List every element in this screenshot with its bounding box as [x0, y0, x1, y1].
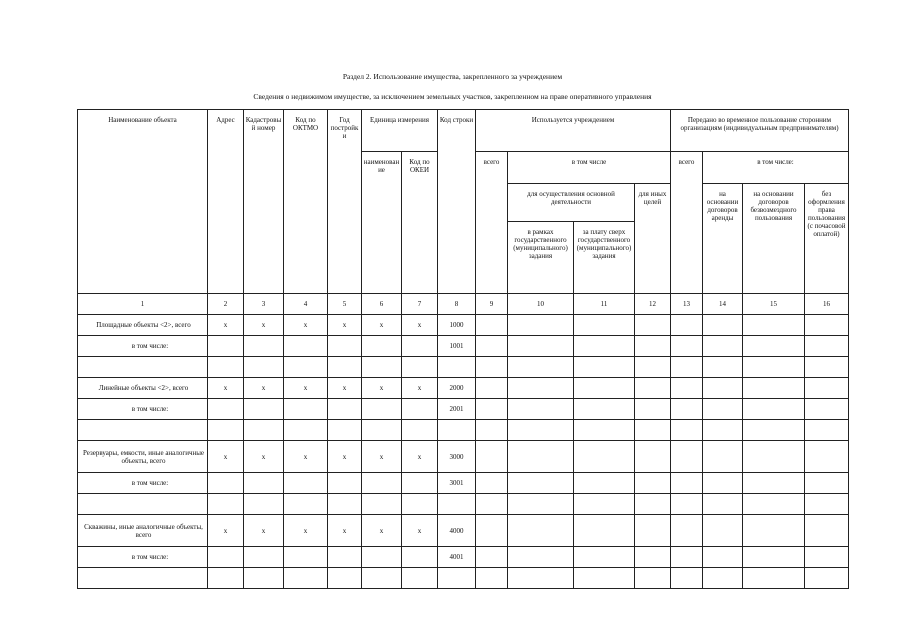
- placeholder-cell: x: [284, 315, 328, 336]
- value-cell[interactable]: [743, 315, 805, 336]
- value-cell[interactable]: [476, 420, 508, 441]
- value-cell[interactable]: [805, 399, 849, 420]
- value-cell[interactable]: [508, 568, 574, 589]
- placeholder-cell: x: [244, 515, 284, 547]
- value-cell[interactable]: [635, 378, 671, 399]
- value-cell[interactable]: [805, 515, 849, 547]
- placeholder-cell: [208, 357, 244, 378]
- placeholder-cell: [328, 568, 362, 589]
- value-cell[interactable]: [805, 441, 849, 473]
- value-cell[interactable]: [671, 336, 703, 357]
- value-cell[interactable]: [743, 494, 805, 515]
- value-cell[interactable]: [805, 473, 849, 494]
- value-cell[interactable]: [476, 378, 508, 399]
- placeholder-cell: [284, 547, 328, 568]
- table-row: [78, 420, 849, 441]
- value-cell[interactable]: [508, 420, 574, 441]
- placeholder-cell: x: [244, 315, 284, 336]
- value-cell[interactable]: [574, 547, 635, 568]
- placeholder-cell: x: [208, 441, 244, 473]
- value-cell[interactable]: [635, 547, 671, 568]
- value-cell[interactable]: [476, 473, 508, 494]
- table-row: [78, 515, 849, 547]
- placeholder-cell: [208, 568, 244, 589]
- header-used-incl: в том числе: [508, 152, 671, 184]
- placeholder-cell: x: [362, 515, 402, 547]
- placeholder-cell: [244, 547, 284, 568]
- value-cell[interactable]: [476, 357, 508, 378]
- table-row: [78, 494, 849, 515]
- value-cell[interactable]: [805, 357, 849, 378]
- placeholder-cell: x: [208, 315, 244, 336]
- value-cell[interactable]: [671, 399, 703, 420]
- placeholder-cell: x: [244, 441, 284, 473]
- value-cell[interactable]: [805, 547, 849, 568]
- value-cell[interactable]: [476, 547, 508, 568]
- value-cell[interactable]: [574, 473, 635, 494]
- placeholder-cell: [208, 473, 244, 494]
- placeholder-cell: [402, 336, 438, 357]
- column-number: 3: [244, 294, 284, 315]
- value-cell[interactable]: [805, 420, 849, 441]
- header-name: Наименование объекта: [78, 110, 208, 294]
- header-okei: Код по ОКЕИ: [402, 152, 438, 294]
- header-address: Адрес: [208, 110, 244, 294]
- value-cell[interactable]: [805, 378, 849, 399]
- value-cell[interactable]: [743, 378, 805, 399]
- header-oktmo: Код по ОКТМО: [284, 110, 328, 294]
- placeholder-cell: [362, 473, 402, 494]
- value-cell[interactable]: [635, 568, 671, 589]
- value-cell[interactable]: [703, 420, 743, 441]
- placeholder-cell: x: [362, 441, 402, 473]
- value-cell[interactable]: [671, 515, 703, 547]
- placeholder-cell: [284, 473, 328, 494]
- value-cell[interactable]: [476, 336, 508, 357]
- column-number: 16: [805, 294, 849, 315]
- header-paid-over: за плату сверх государственного (муниципального) задания: [574, 222, 635, 294]
- placeholder-cell: x: [362, 315, 402, 336]
- placeholder-cell: x: [208, 515, 244, 547]
- value-cell[interactable]: [703, 399, 743, 420]
- placeholder-cell: [402, 568, 438, 589]
- value-cell[interactable]: [743, 568, 805, 589]
- object-name: в том числе:: [78, 336, 208, 357]
- placeholder-cell: [402, 494, 438, 515]
- value-cell[interactable]: [574, 515, 635, 547]
- value-cell[interactable]: [703, 315, 743, 336]
- value-cell[interactable]: [476, 441, 508, 473]
- table-row: [78, 378, 849, 399]
- value-cell[interactable]: [508, 336, 574, 357]
- column-number-row: [78, 294, 849, 315]
- value-cell[interactable]: [743, 420, 805, 441]
- placeholder-cell: [284, 336, 328, 357]
- value-cell[interactable]: [508, 515, 574, 547]
- placeholder-cell: x: [402, 515, 438, 547]
- value-cell[interactable]: [703, 473, 743, 494]
- header-tr-incl: в том числе:: [703, 152, 849, 184]
- placeholder-cell: x: [402, 441, 438, 473]
- object-name: Скважины, иные аналогичные объекты, всего: [78, 515, 208, 547]
- value-cell[interactable]: [671, 568, 703, 589]
- placeholder-cell: [402, 420, 438, 441]
- value-cell[interactable]: [743, 357, 805, 378]
- header-transferred: Передано во временное пользование сторонним организациям (индивидуальным предпринимателям): [671, 110, 849, 152]
- value-cell[interactable]: [743, 473, 805, 494]
- header-unit: Единица измерения: [362, 110, 438, 152]
- placeholder-cell: x: [402, 378, 438, 399]
- column-number: 1: [78, 294, 208, 315]
- placeholder-cell: [402, 357, 438, 378]
- header-line-code: Код строки: [438, 110, 476, 294]
- header-main-activity: для осуществления основной деятельности: [508, 184, 635, 222]
- placeholder-cell: x: [284, 378, 328, 399]
- placeholder-cell: x: [284, 515, 328, 547]
- object-name: [78, 357, 208, 378]
- line-code: [438, 568, 476, 589]
- value-cell[interactable]: [635, 336, 671, 357]
- placeholder-cell: [244, 420, 284, 441]
- header-year: Год постройки: [328, 110, 362, 294]
- value-cell[interactable]: [635, 473, 671, 494]
- placeholder-cell: [284, 357, 328, 378]
- placeholder-cell: [284, 399, 328, 420]
- placeholder-cell: [208, 420, 244, 441]
- value-cell[interactable]: [671, 473, 703, 494]
- table-row: [78, 441, 849, 473]
- value-cell[interactable]: [635, 494, 671, 515]
- header-free-use: на основании договоров безвозмездного пользования: [743, 184, 805, 294]
- value-cell[interactable]: [508, 441, 574, 473]
- table-row: [78, 357, 849, 378]
- placeholder-cell: [328, 399, 362, 420]
- column-number: 5: [328, 294, 362, 315]
- placeholder-cell: [244, 473, 284, 494]
- placeholder-cell: [208, 494, 244, 515]
- placeholder-cell: [244, 357, 284, 378]
- value-cell[interactable]: [476, 515, 508, 547]
- column-number: 15: [743, 294, 805, 315]
- line-code: [438, 357, 476, 378]
- value-cell[interactable]: [574, 315, 635, 336]
- line-code: 3000: [438, 441, 476, 473]
- value-cell[interactable]: [703, 568, 743, 589]
- value-cell[interactable]: [574, 336, 635, 357]
- table-row: [78, 473, 849, 494]
- value-cell[interactable]: [671, 378, 703, 399]
- value-cell[interactable]: [574, 399, 635, 420]
- placeholder-cell: [362, 420, 402, 441]
- placeholder-cell: x: [328, 441, 362, 473]
- line-code: 1001: [438, 336, 476, 357]
- value-cell[interactable]: [743, 547, 805, 568]
- value-cell[interactable]: [703, 547, 743, 568]
- header-unit-name: наименование: [362, 152, 402, 294]
- value-cell[interactable]: [671, 315, 703, 336]
- placeholder-cell: [362, 336, 402, 357]
- value-cell[interactable]: [671, 420, 703, 441]
- placeholder-cell: [362, 568, 402, 589]
- value-cell[interactable]: [476, 315, 508, 336]
- column-number: 4: [284, 294, 328, 315]
- value-cell[interactable]: [805, 315, 849, 336]
- value-cell[interactable]: [476, 494, 508, 515]
- placeholder-cell: x: [328, 378, 362, 399]
- placeholder-cell: [362, 494, 402, 515]
- value-cell[interactable]: [574, 378, 635, 399]
- placeholder-cell: [284, 568, 328, 589]
- placeholder-cell: [244, 336, 284, 357]
- value-cell[interactable]: [508, 547, 574, 568]
- object-name: в том числе:: [78, 473, 208, 494]
- column-number: 9: [476, 294, 508, 315]
- value-cell[interactable]: [671, 547, 703, 568]
- placeholder-cell: [402, 473, 438, 494]
- object-name: Резервуары, емкости, иные аналогичные объекты, всего: [78, 441, 208, 473]
- value-cell[interactable]: [635, 441, 671, 473]
- placeholder-cell: [284, 420, 328, 441]
- header-cadastral: Кадастровый номер: [244, 110, 284, 294]
- line-code: 2001: [438, 399, 476, 420]
- table-row: [78, 399, 849, 420]
- column-number: 10: [508, 294, 574, 315]
- value-cell[interactable]: [574, 357, 635, 378]
- placeholder-cell: [244, 494, 284, 515]
- value-cell[interactable]: [574, 420, 635, 441]
- header-tr-total: всего: [671, 152, 703, 294]
- header-lease: на основании договоров аренды: [703, 184, 743, 294]
- table-row: [78, 568, 849, 589]
- value-cell[interactable]: [703, 494, 743, 515]
- value-cell[interactable]: [743, 336, 805, 357]
- column-number: 8: [438, 294, 476, 315]
- placeholder-cell: [244, 399, 284, 420]
- object-name: Площадные объекты <2>, всего: [78, 315, 208, 336]
- value-cell[interactable]: [574, 494, 635, 515]
- placeholder-cell: [208, 547, 244, 568]
- line-code: 3001: [438, 473, 476, 494]
- value-cell[interactable]: [635, 420, 671, 441]
- placeholder-cell: [328, 494, 362, 515]
- column-number: 6: [362, 294, 402, 315]
- line-code: 1000: [438, 315, 476, 336]
- value-cell[interactable]: [508, 315, 574, 336]
- column-number: 14: [703, 294, 743, 315]
- value-cell[interactable]: [476, 399, 508, 420]
- line-code: 4001: [438, 547, 476, 568]
- table-row: [78, 315, 849, 336]
- column-number: 13: [671, 294, 703, 315]
- placeholder-cell: [328, 420, 362, 441]
- placeholder-cell: x: [284, 441, 328, 473]
- placeholder-cell: [208, 399, 244, 420]
- placeholder-cell: [328, 336, 362, 357]
- value-cell[interactable]: [671, 494, 703, 515]
- value-cell[interactable]: [508, 473, 574, 494]
- header-within-task: в рамках государственного (муниципального) задания: [508, 222, 574, 294]
- placeholder-cell: [284, 494, 328, 515]
- table-subtitle: Сведения о недвижимом имуществе, за исключением земельных участков, закрепленном на праве оперативного управления: [253, 92, 652, 101]
- value-cell[interactable]: [476, 568, 508, 589]
- value-cell[interactable]: [508, 494, 574, 515]
- object-name: [78, 420, 208, 441]
- property-table: [77, 109, 849, 589]
- value-cell[interactable]: [508, 399, 574, 420]
- value-cell[interactable]: [743, 515, 805, 547]
- placeholder-cell: [362, 399, 402, 420]
- value-cell[interactable]: [508, 378, 574, 399]
- placeholder-cell: [328, 357, 362, 378]
- value-cell[interactable]: [703, 441, 743, 473]
- value-cell[interactable]: [635, 515, 671, 547]
- value-cell[interactable]: [635, 399, 671, 420]
- value-cell[interactable]: [635, 357, 671, 378]
- table-row: [78, 336, 849, 357]
- placeholder-cell: x: [244, 378, 284, 399]
- value-cell[interactable]: [671, 441, 703, 473]
- column-number: 7: [402, 294, 438, 315]
- header-no-docs: без оформления права пользования (с почасовой оплатой): [805, 184, 849, 294]
- value-cell[interactable]: [703, 357, 743, 378]
- value-cell[interactable]: [743, 441, 805, 473]
- placeholder-cell: [328, 473, 362, 494]
- placeholder-cell: x: [328, 315, 362, 336]
- value-cell[interactable]: [703, 515, 743, 547]
- placeholder-cell: [244, 568, 284, 589]
- column-number: 11: [574, 294, 635, 315]
- header-other-purposes: для иных целей: [635, 184, 671, 294]
- value-cell[interactable]: [635, 315, 671, 336]
- line-code: [438, 420, 476, 441]
- placeholder-cell: x: [402, 315, 438, 336]
- placeholder-cell: x: [208, 378, 244, 399]
- object-name: [78, 494, 208, 515]
- placeholder-cell: [328, 547, 362, 568]
- value-cell[interactable]: [574, 568, 635, 589]
- value-cell[interactable]: [703, 378, 743, 399]
- placeholder-cell: [362, 547, 402, 568]
- placeholder-cell: [402, 547, 438, 568]
- object-name: [78, 568, 208, 589]
- value-cell[interactable]: [671, 357, 703, 378]
- column-number: 12: [635, 294, 671, 315]
- placeholder-cell: x: [328, 515, 362, 547]
- value-cell[interactable]: [743, 399, 805, 420]
- value-cell[interactable]: [508, 357, 574, 378]
- placeholder-cell: [402, 399, 438, 420]
- object-name: Линейные объекты <2>, всего: [78, 378, 208, 399]
- value-cell[interactable]: [805, 568, 849, 589]
- header-used-total: всего: [476, 152, 508, 294]
- value-cell[interactable]: [805, 494, 849, 515]
- value-cell[interactable]: [703, 336, 743, 357]
- value-cell[interactable]: [574, 441, 635, 473]
- section-title: Раздел 2. Использование имущества, закрепленного за учреждением: [342, 72, 563, 81]
- table-row: [78, 547, 849, 568]
- header-used: Используется учреждением: [476, 110, 671, 152]
- line-code: 4000: [438, 515, 476, 547]
- placeholder-cell: [208, 336, 244, 357]
- placeholder-cell: x: [362, 378, 402, 399]
- value-cell[interactable]: [805, 336, 849, 357]
- object-name: в том числе:: [78, 547, 208, 568]
- line-code: 2000: [438, 378, 476, 399]
- placeholder-cell: [362, 357, 402, 378]
- column-number: 2: [208, 294, 244, 315]
- object-name: в том числе:: [78, 399, 208, 420]
- line-code: [438, 494, 476, 515]
